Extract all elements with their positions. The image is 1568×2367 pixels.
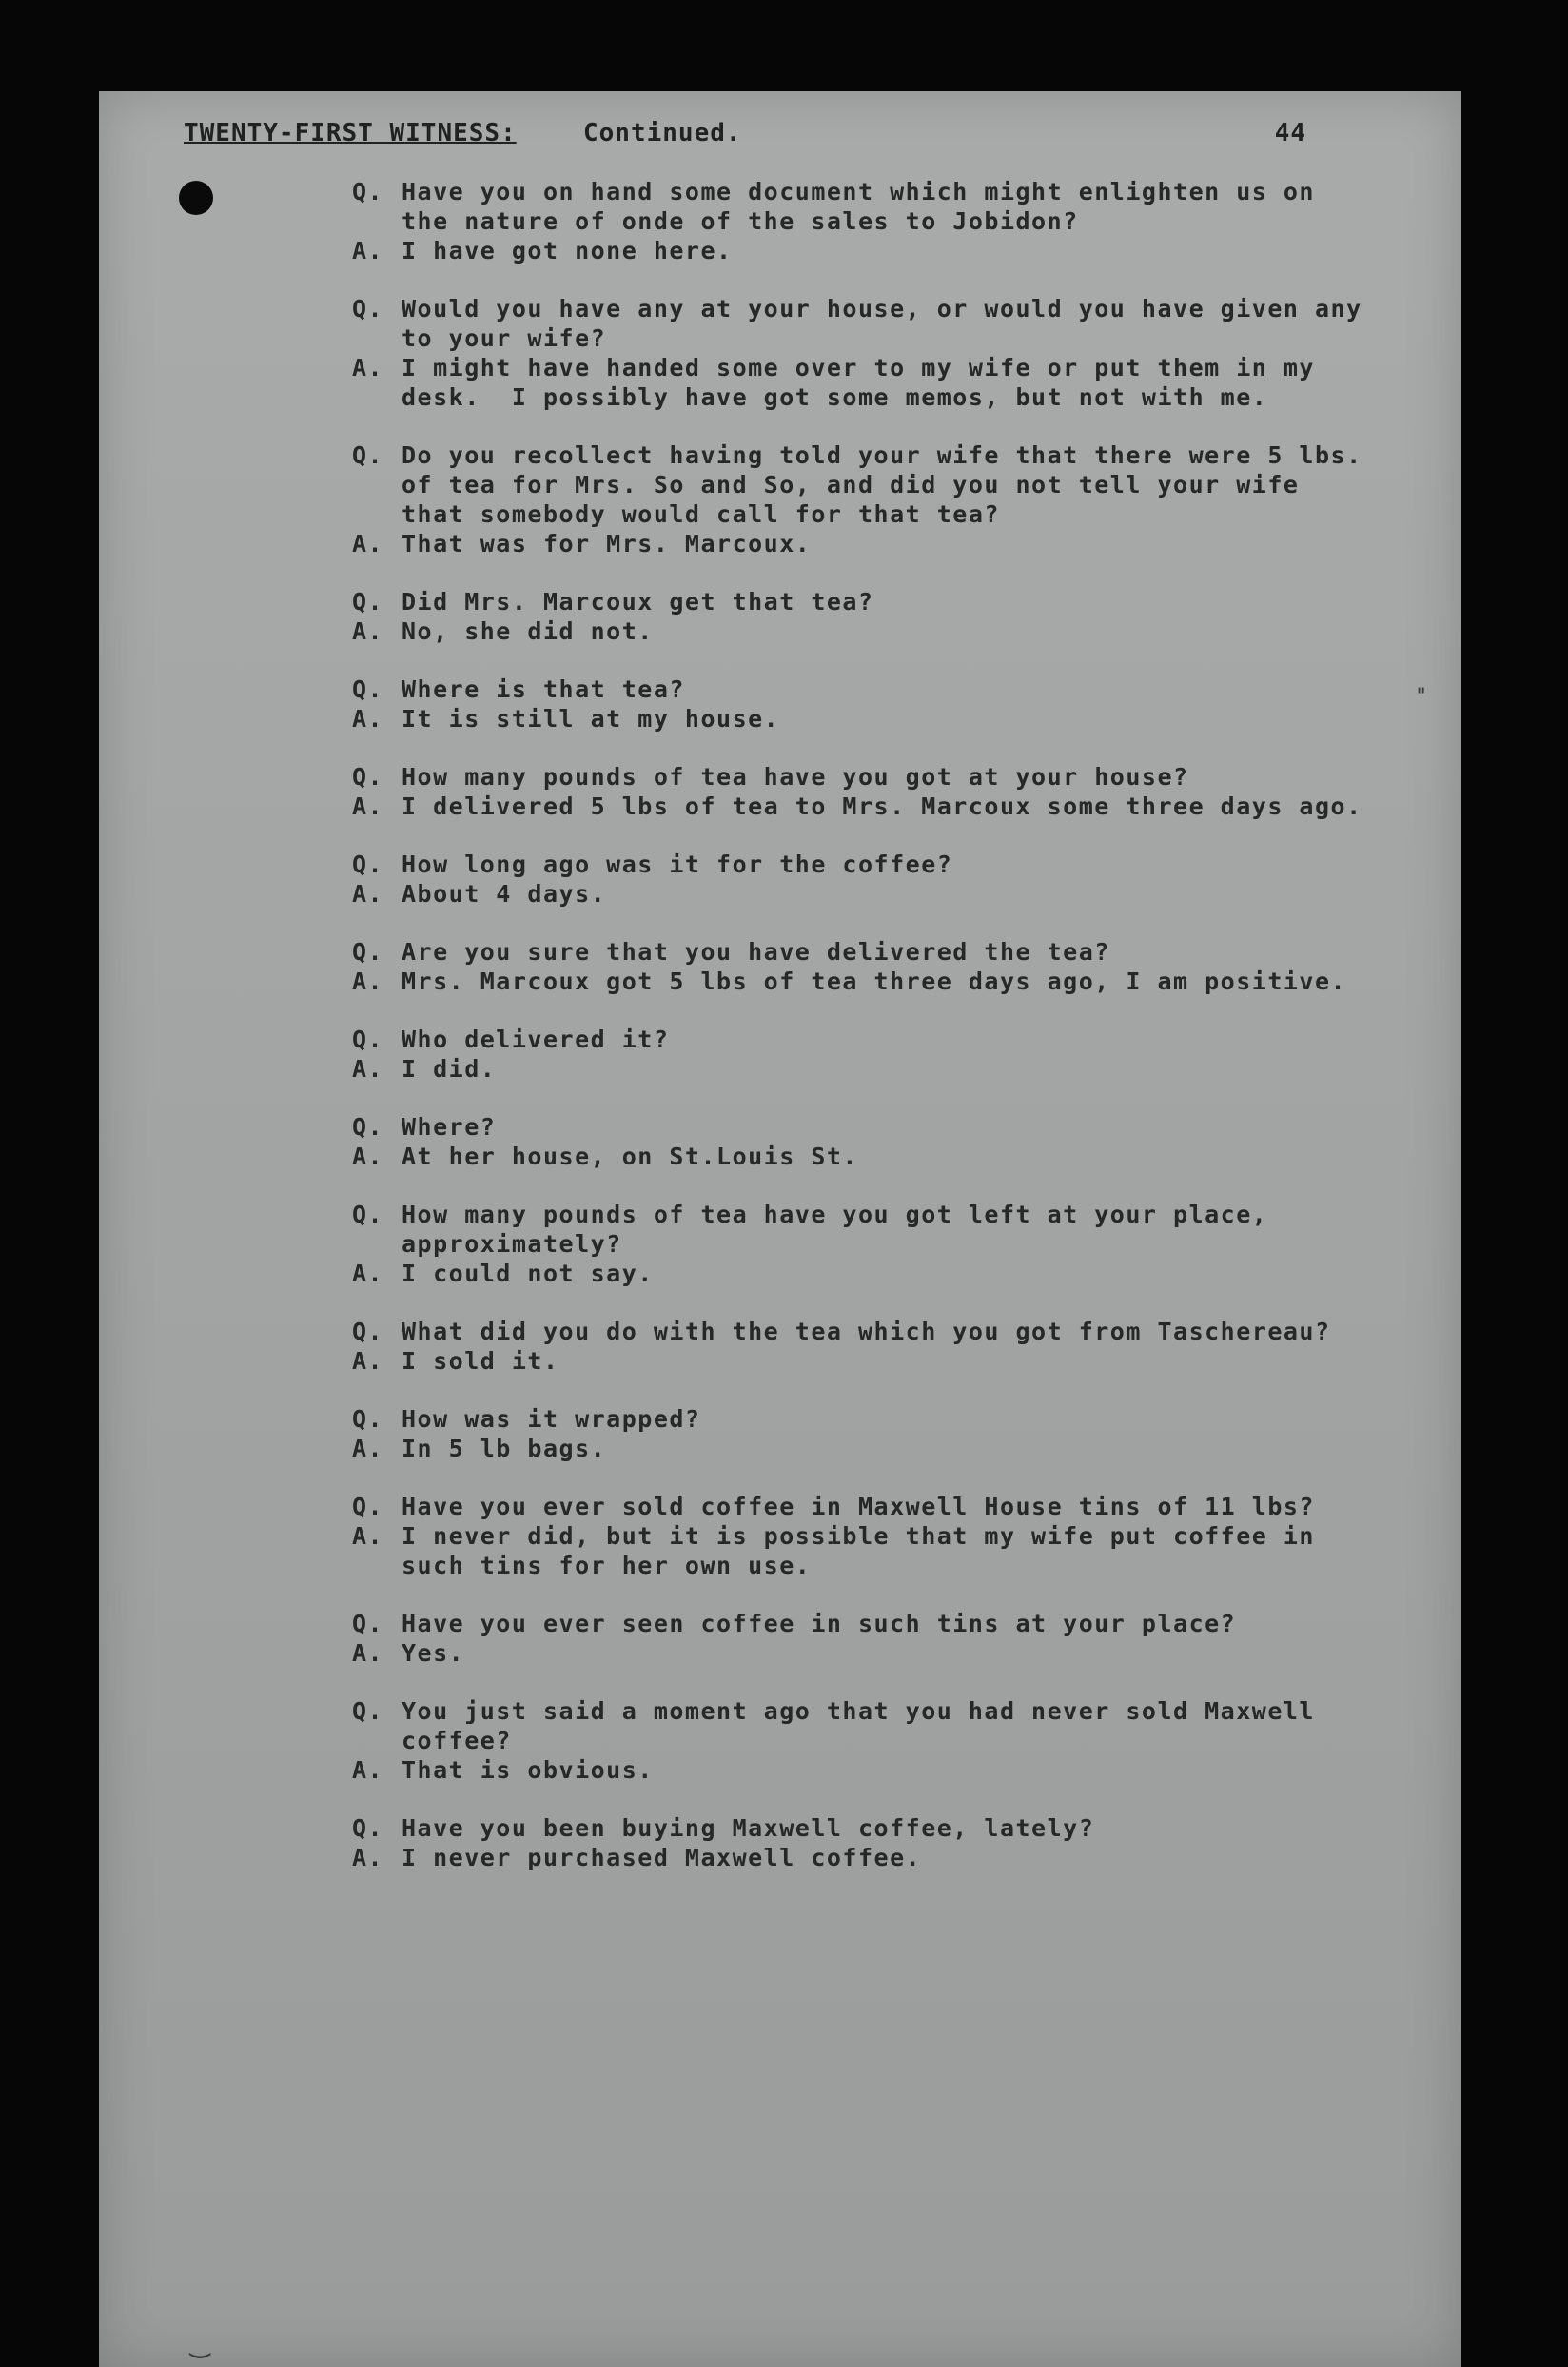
question-text: Where is that tea? xyxy=(402,675,685,703)
answer-text: I could not say. xyxy=(402,1260,654,1287)
answer-marker: A. xyxy=(352,1756,384,1784)
question-marker: Q. xyxy=(352,1814,384,1842)
answer-line xyxy=(352,616,1389,646)
question-line xyxy=(352,587,1389,616)
question-marker: Q. xyxy=(352,1201,384,1228)
qa-exchange xyxy=(352,294,1389,412)
question-marker: Q. xyxy=(352,178,384,205)
question-line xyxy=(352,1025,1389,1054)
question-text: How was it wrapped? xyxy=(402,1405,701,1433)
question-text: How many pounds of tea have you got left at your place, approximately? xyxy=(402,1201,1284,1258)
question-text: Did Mrs. Marcoux get that tea? xyxy=(402,588,874,616)
page-number: 44 xyxy=(1274,119,1306,147)
qa-exchange xyxy=(352,1696,1389,1785)
answer-text: No, she did not. xyxy=(402,617,654,645)
answer-marker: A. xyxy=(352,1844,384,1871)
answer-line xyxy=(352,1054,1389,1084)
answer-marker: A. xyxy=(352,1639,384,1667)
question-marker: Q. xyxy=(352,588,384,616)
answer-text: I sold it. xyxy=(402,1347,559,1375)
qa-exchange xyxy=(352,850,1389,909)
question-marker: Q. xyxy=(352,675,384,703)
answer-text: I never did, but it is possible that my wife put coffee in such tins for her own use. xyxy=(402,1522,1331,1579)
answer-line xyxy=(352,1638,1389,1668)
answer-text: It is still at my house. xyxy=(402,705,780,733)
continued-label: Continued. xyxy=(583,119,742,147)
qa-exchange xyxy=(352,440,1389,558)
question-marker: Q. xyxy=(352,295,384,323)
question-line xyxy=(352,1200,1389,1259)
qa-exchange xyxy=(352,937,1389,996)
question-line xyxy=(352,1317,1389,1346)
answer-marker: A. xyxy=(352,968,384,995)
answer-marker: A. xyxy=(352,880,384,908)
question-marker: Q. xyxy=(352,1493,384,1520)
question-text: Have you on hand some document which might enlighten us on the nature of onde of the sales to Jobidon? xyxy=(402,178,1331,235)
qa-exchange xyxy=(352,1609,1389,1668)
question-text: Have you ever sold coffee in Maxwell House tins of 11 lbs? xyxy=(402,1493,1315,1520)
qa-exchange xyxy=(352,1112,1389,1171)
question-line xyxy=(352,1696,1389,1755)
stray-mark: " xyxy=(1415,685,1428,709)
answer-text: Yes. xyxy=(402,1639,465,1667)
answer-marker: A. xyxy=(352,1055,384,1083)
question-marker: Q. xyxy=(352,763,384,791)
answer-marker: A. xyxy=(352,1260,384,1287)
question-text: Would you have any at your house, or would you have given any to your wife? xyxy=(402,295,1379,352)
question-text: Who delivered it? xyxy=(402,1026,670,1053)
qa-exchange xyxy=(352,587,1389,646)
stray-mark: ‿ xyxy=(190,2321,210,2359)
answer-marker: A. xyxy=(352,1347,384,1375)
transcript xyxy=(352,177,1389,1901)
question-text: You just said a moment ago that you had never sold Maxwell coffee? xyxy=(402,1697,1331,1754)
question-line xyxy=(352,1813,1389,1843)
question-text: Have you ever seen coffee in such tins at your place? xyxy=(402,1610,1237,1637)
question-line xyxy=(352,1112,1389,1142)
answer-marker: A. xyxy=(352,1435,384,1462)
answer-line xyxy=(352,792,1389,821)
question-line xyxy=(352,1404,1389,1434)
answer-line xyxy=(352,1755,1389,1785)
answer-text: In 5 lb bags. xyxy=(402,1435,607,1462)
answer-line xyxy=(352,353,1389,412)
answer-line xyxy=(352,879,1389,909)
qa-exchange xyxy=(352,1317,1389,1376)
page-header xyxy=(184,119,1306,157)
qa-exchange xyxy=(352,1492,1389,1580)
qa-exchange xyxy=(352,1404,1389,1463)
answer-marker: A. xyxy=(352,237,384,264)
qa-exchange xyxy=(352,1200,1389,1288)
answer-text: That was for Mrs. Marcoux. xyxy=(402,530,812,558)
question-marker: Q. xyxy=(352,938,384,966)
answer-text: I have got none here. xyxy=(402,237,733,264)
answer-text: Mrs. Marcoux got 5 lbs of tea three days ago, I am positive. xyxy=(402,968,1347,995)
answer-text: I delivered 5 lbs of tea to Mrs. Marcoux some three days ago. xyxy=(402,792,1362,820)
answer-text: I never purchased Maxwell coffee. xyxy=(402,1844,922,1871)
question-text: Where? xyxy=(402,1113,497,1141)
answer-marker: A. xyxy=(352,792,384,820)
question-line xyxy=(352,850,1389,879)
answer-marker: A. xyxy=(352,1143,384,1170)
question-text: How many pounds of tea have you got at your house? xyxy=(402,763,1189,791)
answer-text: At her house, on St.Louis St. xyxy=(402,1143,858,1170)
question-line xyxy=(352,294,1389,353)
question-text: Have you been buying Maxwell coffee, lately? xyxy=(402,1814,1095,1842)
question-line xyxy=(352,675,1389,704)
answer-text: About 4 days. xyxy=(402,880,607,908)
answer-marker: A. xyxy=(352,354,384,381)
answer-text: I did. xyxy=(402,1055,497,1083)
answer-line xyxy=(352,1259,1389,1288)
question-marker: Q. xyxy=(352,441,384,469)
punch-hole xyxy=(179,181,213,215)
question-marker: Q. xyxy=(352,1610,384,1637)
question-line xyxy=(352,937,1389,967)
question-marker: Q. xyxy=(352,1026,384,1053)
witness-title: TWENTY-FIRST WITNESS: xyxy=(184,119,517,147)
answer-line xyxy=(352,1346,1389,1376)
answer-line xyxy=(352,967,1389,996)
question-line xyxy=(352,440,1389,529)
question-text: Do you recollect having told your wife that there were 5 lbs. of tea for Mrs. So and So, and did you not tell your wife that somebody would call for that tea? xyxy=(402,441,1379,528)
question-marker: Q. xyxy=(352,1697,384,1725)
question-marker: Q. xyxy=(352,1318,384,1345)
question-line xyxy=(352,1492,1389,1521)
answer-line xyxy=(352,236,1389,265)
question-line xyxy=(352,1609,1389,1638)
question-text: Are you sure that you have delivered the tea? xyxy=(402,938,1110,966)
answer-marker: A. xyxy=(352,617,384,645)
question-marker: Q. xyxy=(352,851,384,878)
question-line xyxy=(352,762,1389,792)
answer-line xyxy=(352,1434,1389,1463)
question-marker: Q. xyxy=(352,1405,384,1433)
question-text: What did you do with the tea which you got from Taschereau? xyxy=(402,1318,1331,1345)
answer-line xyxy=(352,1843,1389,1872)
answer-marker: A. xyxy=(352,1522,384,1550)
qa-exchange xyxy=(352,762,1389,821)
answer-line xyxy=(352,1521,1389,1580)
qa-exchange xyxy=(352,675,1389,734)
qa-exchange xyxy=(352,177,1389,265)
answer-text: I might have handed some over to my wife or put them in my desk. I possibly have got some memos, but not with me. xyxy=(402,354,1331,411)
answer-marker: A. xyxy=(352,530,384,558)
answer-marker: A. xyxy=(352,705,384,733)
qa-exchange xyxy=(352,1025,1389,1084)
answer-line xyxy=(352,1142,1389,1171)
question-line xyxy=(352,177,1389,236)
question-marker: Q. xyxy=(352,1113,384,1141)
question-text: How long ago was it for the coffee? xyxy=(402,851,953,878)
qa-exchange xyxy=(352,1813,1389,1872)
answer-line xyxy=(352,529,1389,558)
answer-line xyxy=(352,704,1389,734)
answer-text: That is obvious. xyxy=(402,1756,654,1784)
